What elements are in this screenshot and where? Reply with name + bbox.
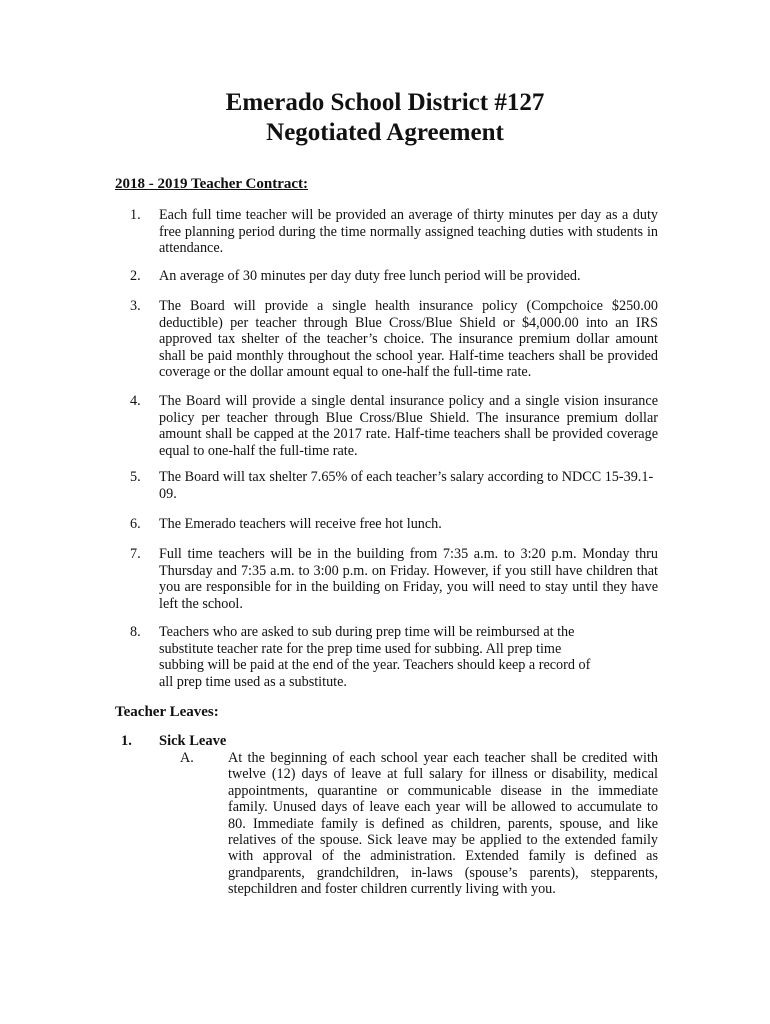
item-number: 6. [130,516,141,532]
contract-item-8 [130,624,608,690]
sick-leave-label: Sick Leave [159,733,227,749]
leaves-heading: Teacher Leaves: [115,704,219,720]
item-text: Teachers who are asked to sub during prep time will be reimbursed at the substitute teacher rate for the prep time used for subbing. All prep time subbing will be paid at the end of the year. Teachers should keep a record of all prep time used as a substitute. [159,624,591,690]
sub-item-letter: A. [180,750,194,766]
sub-item-text: At the beginning of each school year each teacher shall be credited with twelve (12) days of leave at full salary for illness or disability, medical appointments, quarantine or communicable disease in the immediate family. Unused days of leave each year will be allowed to accumulate to 80. Immediate family is defined as children, parents, spouse, and like relatives of the spouse. Sick leave may be applied to the extended family with approval of the administration. Extended family is defined as grandparents, grandchildren, in-laws (spouse’s parents), stepparents, stepchildren and foster children currently living with you. [228,750,658,898]
contract-list-8 [130,624,608,690]
item-number: 3. [130,298,141,314]
title-line-1: Emerado School District #127 [225,89,545,116]
contract-list-2 [130,268,658,285]
contract-heading [115,175,308,193]
contract-item-7 [130,546,658,612]
item-text: Each full time teacher will be provided an average of thirty minutes per day as a duty free planning period during the time normally assigned teaching duties with students in attendance. [159,207,658,257]
title-line-2: Negotiated Agreement [266,119,504,146]
contract-list-5 [130,469,658,502]
item-number: 5. [130,469,141,485]
item-text: The Emerado teachers will receive free hot lunch. [159,516,442,532]
item-text: An average of 30 minutes per day duty free lunch period will be provided. [159,268,581,284]
item-text: Full time teachers will be in the building from 7:35 a.m. to 3:20 p.m. Monday thru Thursday and 7:35 a.m. to 3:00 p.m. on Friday. However, if you still have children that you are responsible for in the building on Friday, you will need to stay until they have left the school. [159,546,658,612]
item-text: The Board will provide a single dental insurance policy and a single vision insurance policy per teacher through Blue Cross/Blue Shield. The insurance premium dollar amount shall be capped at the 2017 rate. Half-time teachers shall be provided coverage equal to one-half the full-time rate. [159,393,658,459]
item-number: 1. [130,207,141,223]
item-number: 7. [130,546,141,562]
sick-leave-number: 1. [121,733,132,749]
sick-leave-paragraph [180,750,658,898]
contract-item-2 [130,268,658,285]
document-title [0,88,770,148]
contract-item-1 [130,207,658,257]
item-text: The Board will provide a single health insurance policy (Compchoice $250.00 deductible) per teacher through Blue Cross/Blue Shield or $4,000.00 into an IRS approved tax shelter of the teacher’s choice. The insurance premium dollar amount shall be paid monthly throughout the school year. Half-time teachers shall be provided coverage or the dollar amount equal to one-half the full-time rate. [159,298,658,381]
contract-list-3 [130,298,658,381]
item-number: 2. [130,268,141,284]
contract-list-6 [130,516,658,533]
item-text: The Board will tax shelter 7.65% of each teacher’s salary according to NDCC 15-39.1-09. [159,469,654,502]
contract-item-3 [130,298,658,381]
item-number: 8. [130,624,141,640]
contract-item-4 [130,393,658,459]
contract-heading-text: 2018 - 2019 Teacher Contract: [115,176,309,192]
contract-list [130,207,658,257]
contract-list-4 [130,393,658,459]
item-number: 4. [130,393,141,409]
contract-item-6 [130,516,658,533]
sick-leave-title [121,733,226,750]
contract-list-7 [130,546,658,612]
contract-item-5 [130,469,658,502]
